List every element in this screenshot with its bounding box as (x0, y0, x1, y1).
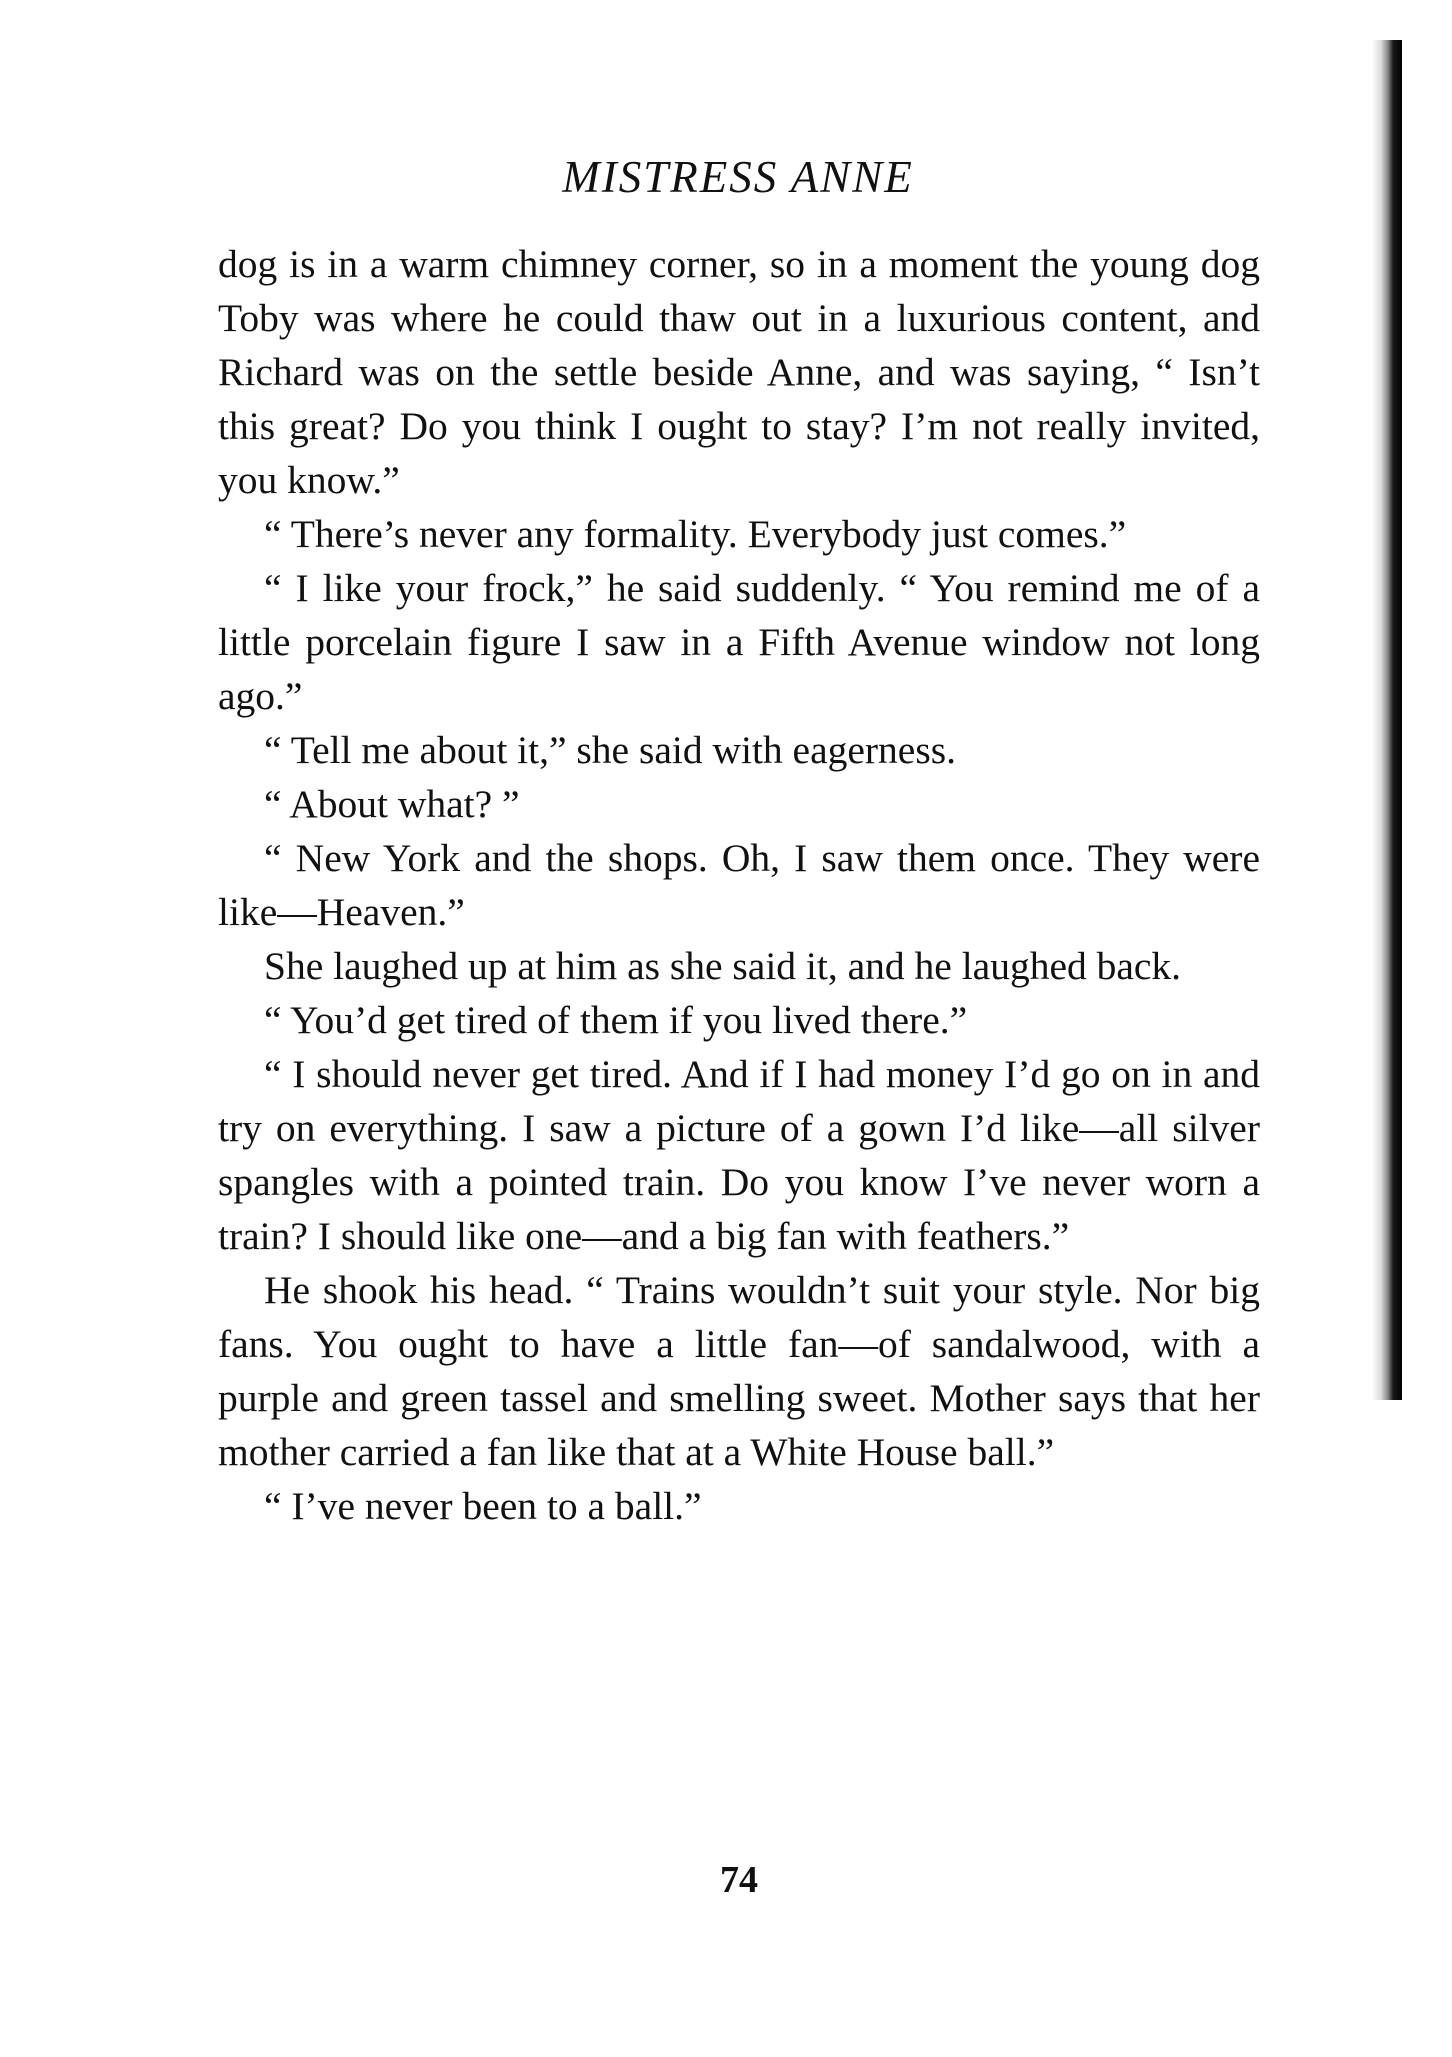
paragraph: “ Tell me about it,” she said with eagerness. (264, 728, 956, 772)
paragraph: She laughed up at him as she said it, and he laughed back. (264, 944, 1182, 988)
paragraph: “ New York and the shops. Oh, I saw them once. They were like—Heaven.” (218, 836, 1260, 934)
paragraph: “ There’s never any formality. Everybody just comes.” (264, 512, 1127, 556)
paragraph: “ About what? ” (264, 782, 520, 826)
running-head: MISTRESS ANNE (562, 152, 914, 202)
page-number: 74 (720, 1859, 758, 1901)
paragraph: “ I’ve never been to a ball.” (264, 1484, 702, 1528)
paragraph: He shook his head. “ Trains wouldn’t suit your style. Nor big fans. You ought to have a little fan—of sandalwood, with a purple and green tassel and smelling sweet. Mother says that her mother carried a fan like that at a White House ball.” (218, 1268, 1260, 1474)
paragraph: “ You’d get tired of them if you lived there.” (264, 998, 968, 1042)
paragraph: “ I should never get tired. And if I had money I’d go on in and try on everything. I saw a picture of a gown I’d like—all silver spangles with a pointed train. Do you know I’ve never worn a train? I should like one—and a big fan with feathers.” (218, 1052, 1260, 1258)
gutter-shadow (1380, 40, 1402, 1400)
paragraph: dog is in a warm chimney corner, so in a moment the young dog Toby was where he could thaw out in a luxurious content, and Richard was on the settle beside Anne, and was saying, “ Isn’t this great? Do you think I ought to stay? I’m not really invited, you know.” (218, 242, 1260, 502)
paragraph: “ I like your frock,” he said suddenly. “ You remind me of a little porcelain figure I saw in a Fifth Avenue window not long ago.” (218, 566, 1260, 718)
gutter-shadow-edge (1372, 40, 1380, 1400)
body-text (218, 237, 1260, 1533)
